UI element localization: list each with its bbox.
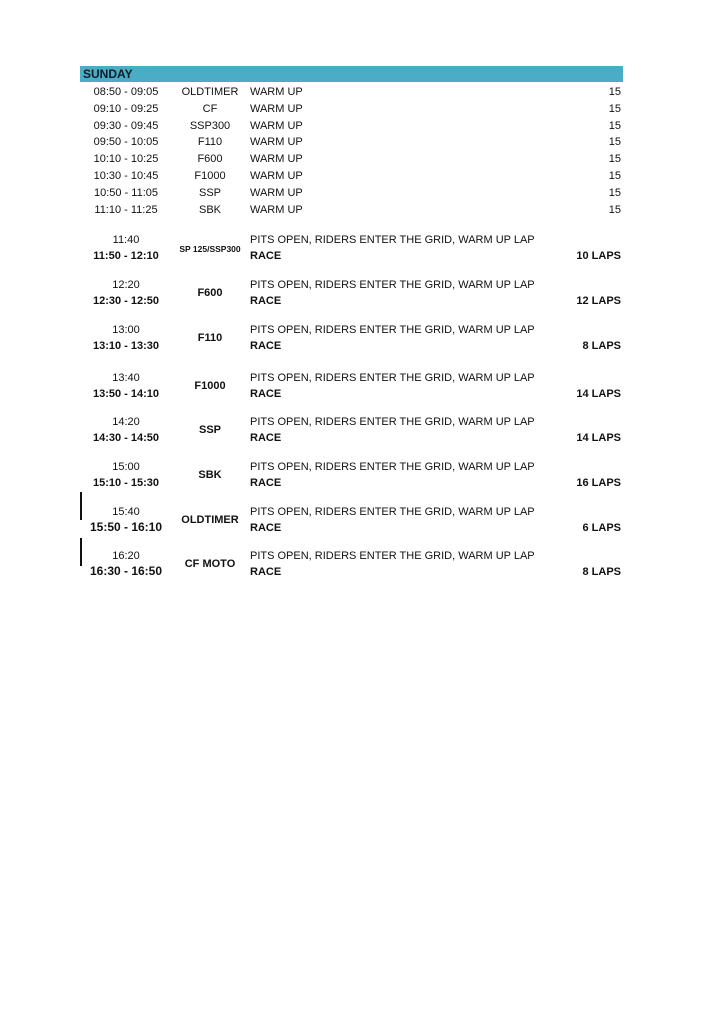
race-class: CF MOTO [184, 558, 236, 570]
warmup-class: F600 [197, 153, 223, 166]
warmup-class: F1000 [194, 170, 226, 182]
warmup-time: 10:10 - 10:25 [93, 153, 159, 166]
warmup-duration: 15 [608, 119, 621, 132]
race-label: RACE [250, 340, 282, 352]
warmup-session: WARM UP [250, 86, 303, 98]
race-class: F110 [197, 332, 223, 344]
warmup-class: SSP [198, 186, 221, 199]
race-class: OLDTIMER [181, 514, 239, 526]
warmup-class: SSP300 [189, 119, 231, 132]
warmup-duration: 15 [608, 136, 621, 149]
race-time: 14:30 - 14:50 [92, 432, 160, 444]
race-procedure: PITS OPEN, RIDERS ENTER THE GRID, WARM UP LAP [250, 234, 535, 246]
race-class: SP 125/SSP300 [179, 244, 241, 254]
race-procedure: PITS OPEN, RIDERS ENTER THE GRID, WARM UP LAP [250, 372, 535, 384]
race-procedure: PITS OPEN, RIDERS ENTER THE GRID, WARM UP LAP [250, 324, 535, 336]
race-open-time: 11:40 [112, 234, 140, 246]
race-time: 15:10 - 15:30 [92, 477, 160, 489]
race-open-time: 15:00 [112, 461, 140, 473]
warmup-session: WARM UP [250, 119, 303, 132]
race-label: RACE [250, 522, 282, 534]
warmup-session: WARM UP [250, 203, 303, 216]
race-laps: 14 LAPS [576, 432, 621, 444]
warmup-session: WARM UP [250, 102, 303, 115]
race-time: 12:30 - 12:50 [92, 295, 160, 307]
warmup-session: WARM UP [250, 136, 303, 149]
race-open-time: 14:20 [112, 416, 140, 428]
race-label: RACE [250, 388, 282, 400]
race-laps: 10 LAPS [576, 250, 621, 262]
race-laps: 14 LAPS [576, 388, 621, 400]
race-open-time: 16:20 [112, 550, 140, 562]
warmup-duration: 15 [608, 86, 621, 98]
race-procedure: PITS OPEN, RIDERS ENTER THE GRID, WARM UP LAP [250, 550, 535, 562]
race-open-time: 15:40 [112, 506, 140, 518]
race-open-time: 13:40 [112, 372, 140, 384]
warmup-duration: 15 [608, 153, 621, 166]
warmup-class: OLDTIMER [181, 86, 239, 98]
warmup-class: CF [202, 102, 218, 115]
race-label: RACE [250, 250, 282, 262]
race-label: RACE [250, 477, 282, 489]
race-open-time: 12:20 [112, 279, 140, 291]
warmup-time: 09:10 - 09:25 [93, 102, 159, 115]
warmup-time: 09:30 - 09:45 [93, 119, 159, 132]
race-time: 16:30 - 16:50 [89, 564, 163, 578]
race-laps: 6 LAPS [582, 522, 621, 534]
race-label: RACE [250, 566, 282, 578]
race-procedure: PITS OPEN, RIDERS ENTER THE GRID, WARM UP LAP [250, 461, 535, 473]
warmup-time: 10:30 - 10:45 [93, 170, 159, 182]
race-class: SSP [198, 424, 221, 436]
warmup-duration: 15 [608, 203, 621, 216]
race-procedure: PITS OPEN, RIDERS ENTER THE GRID, WARM UP LAP [250, 506, 535, 518]
race-laps: 16 LAPS [576, 477, 621, 489]
warmup-time: 11:10 - 11:25 [94, 203, 158, 216]
warmup-duration: 15 [608, 170, 621, 182]
warmup-time: 09:50 - 10:05 [93, 136, 159, 149]
race-open-time: 13:00 [112, 324, 140, 336]
race-procedure: PITS OPEN, RIDERS ENTER THE GRID, WARM UP LAP [250, 279, 535, 291]
warmup-session: WARM UP [250, 153, 303, 166]
race-label: RACE [250, 432, 282, 444]
warmup-time: 08:50 - 09:05 [93, 86, 159, 98]
race-class: F1000 [194, 380, 226, 392]
warmup-duration: 15 [608, 186, 621, 199]
race-laps: 8 LAPS [582, 340, 621, 352]
race-laps: 8 LAPS [582, 566, 621, 578]
warmup-time: 10:50 - 11:05 [93, 186, 158, 199]
warmup-session: WARM UP [250, 170, 303, 182]
warmup-class: F110 [197, 136, 223, 149]
warmup-duration: 15 [608, 102, 621, 115]
race-time: 15:50 - 16:10 [89, 520, 163, 534]
warmup-class: SBK [198, 203, 221, 216]
revision-mark [80, 492, 82, 520]
race-label: RACE [250, 295, 282, 307]
race-time: 13:10 - 13:30 [92, 340, 160, 352]
warmup-session: WARM UP [250, 186, 303, 199]
race-class: F600 [197, 287, 223, 299]
race-time: 11:50 - 12:10 [93, 250, 159, 262]
revision-mark [80, 538, 82, 566]
race-class: SBK [198, 469, 222, 481]
day-header [80, 66, 623, 82]
race-laps: 12 LAPS [576, 295, 621, 307]
race-procedure: PITS OPEN, RIDERS ENTER THE GRID, WARM UP LAP [250, 416, 535, 428]
race-time: 13:50 - 14:10 [92, 388, 160, 400]
day-label: SUNDAY [83, 67, 133, 81]
